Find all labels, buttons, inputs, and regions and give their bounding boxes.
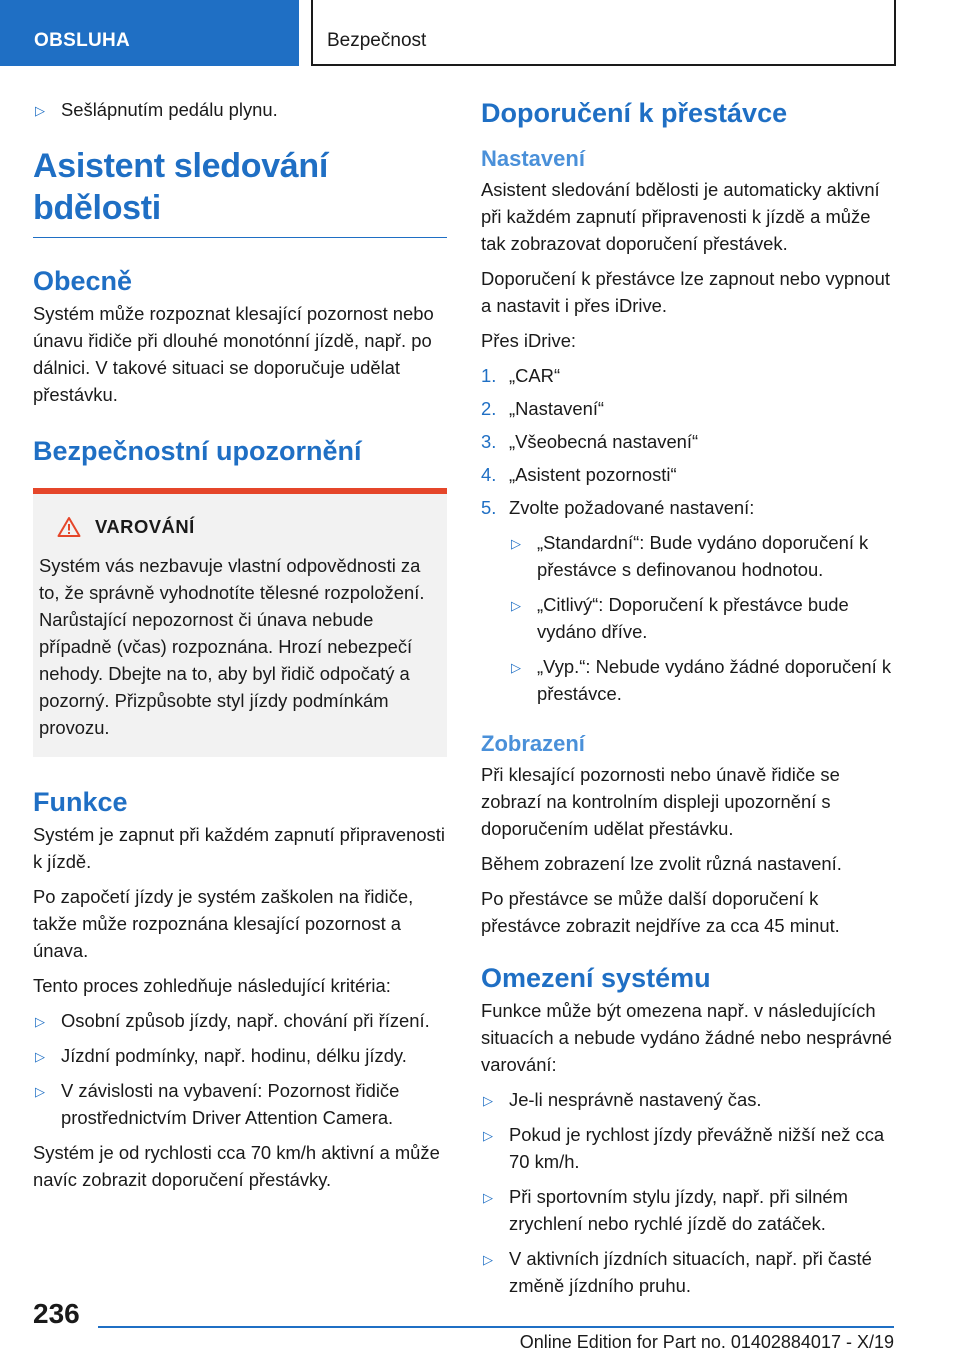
list-item: 3. „Všeobecná nastavení“: [481, 431, 699, 452]
settings-text-2: Doporučení k přestávce lze zapnout nebo vypnout a nastavit i přes iDrive.: [481, 268, 890, 316]
list-item: 2. „Nastavení“: [481, 398, 605, 419]
section-heading-break: Doporučení k přestávce: [481, 98, 788, 128]
list-item: ▷ Pokud je rychlost jízdy převážně nižší než cca 70 km/h.: [483, 1124, 885, 1172]
page-title: Asistent sledování bdělosti: [33, 145, 447, 238]
triangle-bullet-icon: ▷: [35, 1014, 45, 1029]
right-column: [481, 96, 895, 1307]
list-item: [33, 96, 447, 123]
list-item: ▷ „Citlivý“: Doporučení k přestávce bude vydáno dříve.: [511, 594, 849, 642]
list-item: ▷ „Standardní“: Bude vydáno doporučení k přestávce s definovanou hodnotou.: [511, 532, 869, 580]
list-item-text: Sešlápnutím pedálu plynu.: [61, 99, 278, 120]
list-item: ▷ Osobní způsob jízdy, např. chování při řízení.: [33, 1007, 447, 1034]
section-heading-general: Obecně: [33, 266, 133, 296]
chapter-label: Bezpečnost: [311, 0, 896, 66]
list-item: ▷ Jízdní podmínky, např. hodinu, délku jízdy.: [33, 1042, 447, 1069]
settings-text-1: Asistent sledování bdělosti je automaticky aktivní při každém zapnutí připravenosti k jízdě a může tak zobrazovat doporučení přestávek.: [481, 179, 880, 254]
warning-text: Systém vás nezbavuje vlastní odpovědnosti za to, že správně vyhodnotíte tělesné rozpoložení. Narůstající nepozornost či únava nebude případně (včas) rozpoznána. Hrozí nebezpečí nehody. Dbejte na to, aby byl řidič odpočatý a pozorný. Přizpůsobte styl jízdy podmínkám provozu.: [39, 555, 425, 738]
warning-box: [33, 488, 447, 757]
list-item: 4. „Asistent pozornosti“: [481, 464, 677, 485]
limits-list: [481, 1086, 895, 1299]
intro-bullet-list: [33, 96, 447, 123]
setting-options-list: [509, 529, 895, 707]
warning-triangle-icon: [57, 516, 81, 538]
triangle-bullet-icon: ▷: [35, 1084, 45, 1099]
list-item: ▷ V závislosti na vybavení: Pozornost řidiče prostřednictvím Driver Attention Camera.: [35, 1080, 400, 1128]
settings-text-3: Přes iDrive:: [481, 330, 577, 351]
triangle-bullet-icon: ▷: [483, 1190, 493, 1205]
section-heading-function: Funkce: [33, 787, 128, 817]
triangle-bullet-icon: ▷: [35, 1049, 45, 1064]
list-item: ▷ Při sportovním stylu jízdy, např. při silném zrychlení nebo rychlé jízdě do zatáček.: [483, 1186, 848, 1234]
list-item: ▷ Je-li nesprávně nastavený čas.: [481, 1086, 895, 1113]
triangle-bullet-icon: ▷: [511, 598, 521, 613]
list-item: ▷ „Vyp.“: Nebude vydáno žádné doporučení k přestávce.: [511, 656, 892, 704]
triangle-bullet-icon: ▷: [483, 1128, 493, 1143]
list-item: 5. Zvolte požadované nastavení:: [481, 497, 755, 518]
function-text-2: Po započetí jízdy je systém zaškolen na řidiče, takže může rozpoznána klesající pozornost a únava.: [33, 886, 414, 961]
triangle-bullet-icon: ▷: [483, 1093, 493, 1108]
display-text-3: Po přestávce se může další doporučení k přestávce zobrazit nejdříve za cca 45 minut.: [481, 888, 840, 936]
edition-note: Online Edition for Part no. 01402884017 - X/19: [519, 1332, 894, 1352]
page-number: 236: [33, 1298, 80, 1329]
section-heading-safety: Bezpečnostní upozornění: [33, 436, 362, 466]
criteria-list: [33, 1007, 447, 1131]
function-text-4: Systém je od rychlosti cca 70 km/h aktivní a může navíc zobrazit doporučení přestávky.: [33, 1142, 440, 1190]
display-text-2: Během zobrazení lze zvolit různá nastavení.: [481, 853, 842, 874]
list-item: ▷ V aktivních jízdních situacích, např. při časté změně jízdního pruhu.: [483, 1248, 872, 1296]
warning-title: VAROVÁNÍ: [95, 516, 195, 537]
subheading-settings: Nastavení: [481, 146, 585, 171]
section-heading-limits: Omezení systému: [481, 963, 711, 993]
function-text-3: Tento proces zohledňuje následující kritéria:: [33, 975, 391, 996]
left-column: [33, 96, 447, 1201]
limits-text: Funkce může být omezena např. v následujících situacích a nebude vydáno žádné nebo nesprávné varování:: [481, 1000, 893, 1075]
triangle-bullet-icon: ▷: [483, 1252, 493, 1267]
idrive-steps: [481, 362, 895, 521]
subheading-display: Zobrazení: [481, 731, 585, 756]
display-text-1: Při klesající pozornosti nebo únavě řidiče se zobrazí na kontrolním displeji upozornění s doporučením udělat přestávku.: [481, 764, 840, 839]
triangle-bullet-icon: ▷: [35, 103, 45, 118]
page-header: [0, 0, 960, 66]
section-label: OBSLUHA: [0, 0, 299, 66]
triangle-bullet-icon: ▷: [511, 536, 521, 551]
triangle-bullet-icon: ▷: [511, 660, 521, 675]
general-text: Systém může rozpoznat klesající pozornost nebo únavu řidiče při dlouhé monotónní jízdě, např. po dálnici. V takové situaci se doporučuje udělat přestávku.: [33, 303, 434, 405]
footer-divider: [98, 1326, 894, 1328]
function-text-1: Systém je zapnut při každém zapnutí připravenosti k jízdě.: [33, 824, 445, 872]
list-item: 1. „CAR“: [481, 365, 561, 386]
